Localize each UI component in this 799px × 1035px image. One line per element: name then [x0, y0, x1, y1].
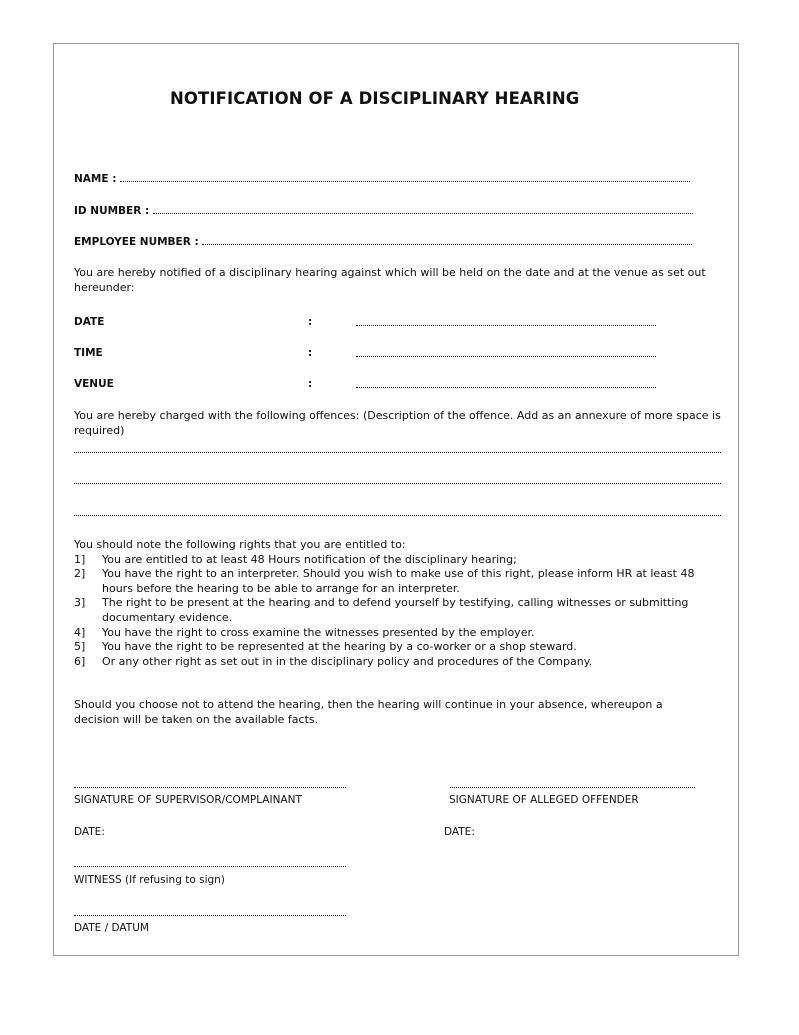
witness-label: WITNESS (If refusing to sign)	[74, 874, 225, 886]
id-number-label: ID NUMBER :	[74, 205, 150, 217]
charges-paragraph: You are hereby charged with the following offences: (Description of the offence. Add as an annexure of more space is required)	[74, 409, 721, 437]
rights-item	[74, 640, 724, 655]
employee-number-label: EMPLOYEE NUMBER :	[74, 236, 199, 248]
rights-list	[74, 538, 724, 669]
name-line[interactable]	[120, 172, 690, 182]
name-label: NAME :	[74, 173, 117, 185]
offender-signature-label: SIGNATURE OF ALLEGED OFFENDER	[449, 794, 639, 806]
offender-signature-line[interactable]	[450, 787, 695, 788]
intro-paragraph: You are hereby notified of a disciplinary hearing against which will be held on the date and at the venue as set out hereunder:	[74, 266, 706, 294]
rights-item-number: 6]	[74, 654, 86, 668]
time-colon: :	[308, 347, 313, 359]
date-datum-label: DATE / DATUM	[74, 922, 149, 934]
absence-paragraph: Should you choose not to attend the hearing, then the hearing will continue in your absence, whereupon a decision will be taken on the available facts.	[74, 698, 663, 726]
rights-item	[74, 596, 724, 625]
supervisor-signature-line[interactable]	[74, 787, 346, 788]
rights-item-text: You have the right to an interpreter. Should you wish to make use of this right, please inform HR at least 48 hours before the hearing to be able to arrange for an interpreter.	[102, 567, 695, 595]
rights-item-number: 5]	[74, 640, 86, 654]
rights-item-number: 4]	[74, 625, 86, 639]
employee-number-line[interactable]	[202, 235, 692, 245]
id-number-line[interactable]	[153, 204, 693, 214]
rights-item-number: 2]	[74, 567, 86, 581]
date-label: DATE	[74, 316, 105, 328]
rights-item-text: The right to be present at the hearing and to defend yourself by testifying, calling witnesses or submitting documentary evidence.	[102, 596, 689, 624]
rights-item	[74, 553, 724, 568]
date-colon: :	[308, 316, 313, 328]
offence-line-3[interactable]	[74, 515, 721, 516]
date-left-label: DATE:	[74, 826, 105, 838]
name-field-row	[74, 172, 690, 185]
venue-colon: :	[308, 378, 313, 390]
rights-item	[74, 567, 724, 596]
date-datum-line[interactable]	[74, 915, 346, 916]
id-number-field-row	[74, 204, 693, 217]
rights-item	[74, 626, 724, 641]
rights-item	[74, 655, 724, 670]
rights-item-text: You are entitled to at least 48 Hours notification of the disciplinary hearing;	[102, 552, 517, 566]
rights-item-text: You have the right to cross examine the witnesses presented by the employer.	[102, 625, 535, 639]
venue-line[interactable]	[356, 387, 656, 388]
time-line[interactable]	[356, 356, 656, 357]
rights-item-number: 1]	[74, 552, 86, 566]
rights-item-number: 3]	[74, 596, 86, 610]
offence-line-2[interactable]	[74, 483, 721, 484]
witness-signature-line[interactable]	[74, 866, 346, 867]
venue-label: VENUE	[74, 378, 114, 390]
time-label: TIME	[74, 347, 103, 359]
employee-number-field-row	[74, 235, 692, 248]
date-right-label: DATE:	[444, 826, 475, 838]
date-line[interactable]	[356, 325, 656, 326]
supervisor-signature-label: SIGNATURE OF SUPERVISOR/COMPLAINANT	[74, 794, 302, 806]
rights-item-text: You have the right to be represented at the hearing by a co-worker or a shop steward.	[102, 640, 577, 654]
rights-item-text: Or any other right as set out in in the disciplinary policy and procedures of the Company.	[102, 654, 593, 668]
offence-line-1[interactable]	[74, 452, 721, 453]
page-title: NOTIFICATION OF A DISCIPLINARY HEARING	[170, 89, 580, 108]
rights-heading: You should note the following rights that you are entitled to:	[74, 538, 406, 551]
